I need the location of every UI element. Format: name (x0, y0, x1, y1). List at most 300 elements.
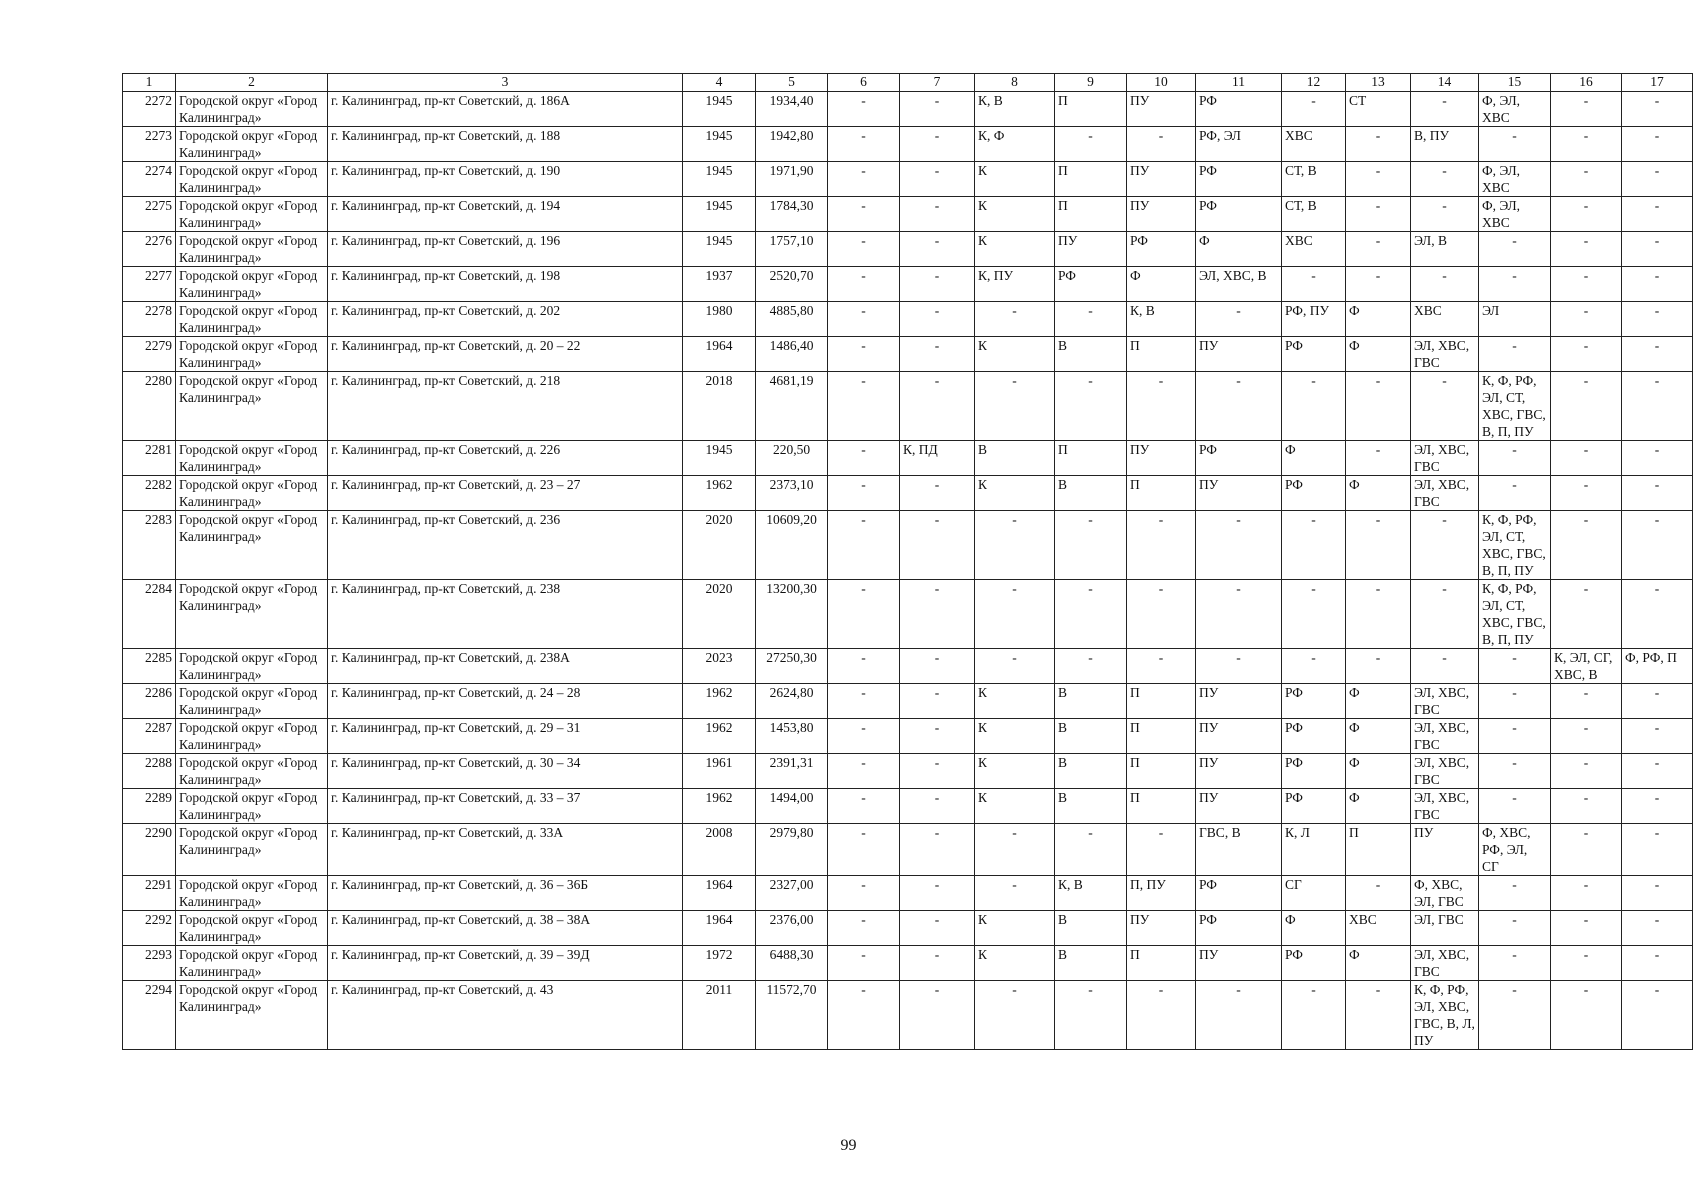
table-cell: П (1055, 197, 1127, 232)
table-cell: Ф, ХВС, РФ, ЭЛ, СГ (1479, 824, 1551, 876)
table-cell: К, В (1127, 302, 1196, 337)
table-cell: - (1551, 754, 1622, 789)
table-cell: - (900, 876, 975, 911)
table-cell: - (1346, 649, 1411, 684)
table-cell: 2277 (123, 267, 176, 302)
table-cell: 1962 (683, 719, 756, 754)
table-cell: - (1479, 649, 1551, 684)
table-cell: г. Калининград, пр-кт Советский, д. 39 – 39Д (328, 946, 683, 981)
table-cell: ЭЛ, В (1411, 232, 1479, 267)
table-cell: Ф (1282, 911, 1346, 946)
table-cell: ЭЛ, ГВС (1411, 911, 1479, 946)
table-cell: 2979,80 (756, 824, 828, 876)
table-cell: 1453,80 (756, 719, 828, 754)
table-cell: 2276 (123, 232, 176, 267)
table-row (123, 92, 1693, 127)
table-cell: - (1411, 197, 1479, 232)
table-cell: Городской округ «Город Калининград» (176, 754, 328, 789)
table-cell: - (900, 719, 975, 754)
table-cell: - (1551, 476, 1622, 511)
table-cell: ПУ (1127, 197, 1196, 232)
table-cell: 1784,30 (756, 197, 828, 232)
table-cell: 2023 (683, 649, 756, 684)
table-cell: - (1411, 372, 1479, 441)
table-cell: - (900, 476, 975, 511)
table-cell: - (1622, 441, 1693, 476)
table-cell: Городской округ «Город Калининград» (176, 127, 328, 162)
table-cell: РФ (1282, 337, 1346, 372)
table-row (123, 911, 1693, 946)
table-row (123, 511, 1693, 580)
table-cell: - (1551, 372, 1622, 441)
column-header: 14 (1411, 74, 1479, 92)
table-cell: - (828, 197, 900, 232)
table-cell: - (900, 981, 975, 1050)
table-cell: - (1551, 232, 1622, 267)
table-cell: 2275 (123, 197, 176, 232)
table-cell: В (1055, 754, 1127, 789)
table-cell: - (900, 127, 975, 162)
table-cell: ЭЛ, ХВС, ГВС (1411, 441, 1479, 476)
table-cell: - (1411, 92, 1479, 127)
table-cell: П (1055, 441, 1127, 476)
table-cell: В (1055, 337, 1127, 372)
table-cell: - (828, 337, 900, 372)
table-cell: - (1196, 511, 1282, 580)
column-header: 10 (1127, 74, 1196, 92)
table-cell: - (1622, 267, 1693, 302)
table-cell: - (1622, 754, 1693, 789)
column-header: 2 (176, 74, 328, 92)
table-cell: РФ (1282, 946, 1346, 981)
table-cell: 2279 (123, 337, 176, 372)
table-cell: К (975, 197, 1055, 232)
table-cell: ПУ (1196, 476, 1282, 511)
table-cell: СТ, В (1282, 197, 1346, 232)
table-cell: - (1127, 649, 1196, 684)
table-cell: - (975, 372, 1055, 441)
column-header: 13 (1346, 74, 1411, 92)
table-cell: К (975, 476, 1055, 511)
table-row (123, 127, 1693, 162)
table-cell: 2624,80 (756, 684, 828, 719)
page-number: 99 (840, 1137, 857, 1154)
table-cell: - (1622, 719, 1693, 754)
table-cell: - (828, 441, 900, 476)
table-cell: - (828, 946, 900, 981)
table-cell: К (975, 719, 1055, 754)
table-cell: Ф (1346, 754, 1411, 789)
column-header: 9 (1055, 74, 1127, 92)
register-table (122, 73, 1693, 1050)
table-cell: - (828, 754, 900, 789)
table-cell: К, Ф, РФ, ЭЛ, СТ, ХВС, ГВС, В, П, ПУ (1479, 511, 1551, 580)
table-cell: - (900, 511, 975, 580)
table-cell: ПУ (1055, 232, 1127, 267)
table-cell: СТ, В (1282, 162, 1346, 197)
table-cell: г. Калининград, пр-кт Советский, д. 190 (328, 162, 683, 197)
table-row (123, 981, 1693, 1050)
table-cell: 2289 (123, 789, 176, 824)
table-cell: - (1055, 824, 1127, 876)
table-cell: Городской округ «Город Калининград» (176, 267, 328, 302)
table-cell: - (1479, 441, 1551, 476)
table-cell: - (828, 232, 900, 267)
table-cell: - (1551, 719, 1622, 754)
table-cell: - (1055, 372, 1127, 441)
table-cell: П (1055, 92, 1127, 127)
table-cell: - (900, 92, 975, 127)
table-cell: - (1622, 232, 1693, 267)
table-cell: СГ (1282, 876, 1346, 911)
table-cell: Ф (1346, 337, 1411, 372)
table-cell: - (975, 981, 1055, 1050)
table-cell: ПУ (1127, 162, 1196, 197)
table-cell: - (900, 267, 975, 302)
column-header: 15 (1479, 74, 1551, 92)
table-cell: - (1551, 684, 1622, 719)
table-cell: - (1551, 337, 1622, 372)
table-cell: К (975, 337, 1055, 372)
table-cell: 2280 (123, 372, 176, 441)
table-cell: К (975, 754, 1055, 789)
table-cell: - (1551, 876, 1622, 911)
table-cell: - (1479, 127, 1551, 162)
table-cell: Городской округ «Город Калининград» (176, 337, 328, 372)
table-cell: Ф, ЭЛ, ХВС (1479, 92, 1551, 127)
table-cell: К, ЭЛ, СГ, ХВС, В (1551, 649, 1622, 684)
table-cell: ЭЛ, ХВС, В (1196, 267, 1282, 302)
table-cell: - (1282, 267, 1346, 302)
table-cell: 2283 (123, 511, 176, 580)
table-cell: - (900, 232, 975, 267)
table-cell: В, ПУ (1411, 127, 1479, 162)
table-cell: К, Ф, РФ, ЭЛ, ХВС, ГВС, В, Л, ПУ (1411, 981, 1479, 1050)
table-cell: Ф, ЭЛ, ХВС (1479, 197, 1551, 232)
table-cell: г. Калининград, пр-кт Советский, д. 30 – 34 (328, 754, 683, 789)
table-cell: - (1127, 580, 1196, 649)
table-cell: 10609,20 (756, 511, 828, 580)
table-cell: г. Калининград, пр-кт Советский, д. 198 (328, 267, 683, 302)
table-cell: - (1282, 372, 1346, 441)
table-cell: - (900, 789, 975, 824)
table-cell: - (1551, 946, 1622, 981)
table-cell: - (1346, 232, 1411, 267)
table-cell: 1961 (683, 754, 756, 789)
table-cell: - (1127, 511, 1196, 580)
table-cell: г. Калининград, пр-кт Советский, д. 38 – 38А (328, 911, 683, 946)
column-header: 11 (1196, 74, 1282, 92)
table-cell: В (1055, 789, 1127, 824)
table-cell: - (900, 580, 975, 649)
table-cell: 11572,70 (756, 981, 828, 1050)
table-cell: 2391,31 (756, 754, 828, 789)
table-cell: 220,50 (756, 441, 828, 476)
table-cell: К, Ф (975, 127, 1055, 162)
table-cell: РФ (1127, 232, 1196, 267)
table-cell: К, Л (1282, 824, 1346, 876)
column-header: 4 (683, 74, 756, 92)
table-cell: ЭЛ, ХВС, ГВС (1411, 684, 1479, 719)
table-cell: ПУ (1127, 911, 1196, 946)
table-cell: П (1055, 162, 1127, 197)
table-cell: - (1551, 441, 1622, 476)
table-cell: 2327,00 (756, 876, 828, 911)
table-row (123, 476, 1693, 511)
table-cell: - (1551, 92, 1622, 127)
table-cell: Городской округ «Город Калининград» (176, 511, 328, 580)
table-cell: ПУ (1196, 684, 1282, 719)
table-cell: РФ (1055, 267, 1127, 302)
table-cell: - (1622, 911, 1693, 946)
table-cell: Городской округ «Город Калининград» (176, 719, 328, 754)
table-cell: - (1346, 372, 1411, 441)
table-cell: ПУ (1196, 946, 1282, 981)
table-cell: Городской округ «Город Калининград» (176, 876, 328, 911)
table-cell: - (1479, 946, 1551, 981)
table-cell: 1962 (683, 789, 756, 824)
table-cell: ПУ (1127, 92, 1196, 127)
table-cell: РФ (1196, 911, 1282, 946)
table-cell: Городской округ «Город Калининград» (176, 684, 328, 719)
table-cell: - (828, 162, 900, 197)
table-cell: Городской округ «Город Калининград» (176, 580, 328, 649)
table-cell: К, В (975, 92, 1055, 127)
table-cell: 13200,30 (756, 580, 828, 649)
table-cell: г. Калининград, пр-кт Советский, д. 238 (328, 580, 683, 649)
table-cell: РФ (1196, 197, 1282, 232)
table-cell: П (1346, 824, 1411, 876)
table-cell: П (1127, 337, 1196, 372)
table-cell: 1980 (683, 302, 756, 337)
table-row (123, 580, 1693, 649)
table-cell: Ф (1346, 789, 1411, 824)
table-cell: - (828, 127, 900, 162)
table-cell: г. Калининград, пр-кт Советский, д. 226 (328, 441, 683, 476)
table-cell: - (900, 302, 975, 337)
table-cell: г. Калининград, пр-кт Советский, д. 186А (328, 92, 683, 127)
table-cell: - (1479, 337, 1551, 372)
table-cell: г. Калининград, пр-кт Советский, д. 238А (328, 649, 683, 684)
table-cell: - (900, 684, 975, 719)
table-cell: - (1479, 267, 1551, 302)
table-cell: - (1551, 789, 1622, 824)
table-cell: - (828, 789, 900, 824)
table-cell: К (975, 162, 1055, 197)
table-cell: ХВС (1282, 127, 1346, 162)
table-cell: Городской округ «Город Калининград» (176, 441, 328, 476)
table-cell: - (828, 372, 900, 441)
table-cell: - (900, 162, 975, 197)
table-cell: Городской округ «Город Калининград» (176, 824, 328, 876)
table-cell: - (1346, 580, 1411, 649)
table-cell: К (975, 946, 1055, 981)
table-cell: - (1622, 127, 1693, 162)
table-cell: 2288 (123, 754, 176, 789)
table-cell: - (975, 649, 1055, 684)
table-cell: ПУ (1196, 719, 1282, 754)
table-cell: 2282 (123, 476, 176, 511)
table-cell: 1964 (683, 911, 756, 946)
table-row (123, 719, 1693, 754)
table-cell: П, ПУ (1127, 876, 1196, 911)
table-cell: ЭЛ, ХВС, ГВС (1411, 337, 1479, 372)
table-cell: СТ (1346, 92, 1411, 127)
table-cell: - (828, 580, 900, 649)
table-cell: П (1127, 684, 1196, 719)
table-cell: - (1346, 267, 1411, 302)
table-row (123, 684, 1693, 719)
table-row (123, 946, 1693, 981)
table-cell: - (1055, 511, 1127, 580)
table-cell: Ф, ЭЛ, ХВС (1479, 162, 1551, 197)
column-header: 1 (123, 74, 176, 92)
table-cell: - (1055, 649, 1127, 684)
table-cell: Городской округ «Город Калининград» (176, 232, 328, 267)
table-cell: - (1622, 92, 1693, 127)
table-cell: 2294 (123, 981, 176, 1050)
table-cell: 1937 (683, 267, 756, 302)
table-cell: - (900, 824, 975, 876)
table-cell: РФ (1196, 876, 1282, 911)
table-cell: - (1622, 511, 1693, 580)
table-cell: 1964 (683, 337, 756, 372)
table-cell: - (828, 824, 900, 876)
table-cell: Городской округ «Город Калининград» (176, 981, 328, 1050)
table-cell: 2291 (123, 876, 176, 911)
table-cell: - (1346, 876, 1411, 911)
table-cell: К, Ф, РФ, ЭЛ, СТ, ХВС, ГВС, В, П, ПУ (1479, 580, 1551, 649)
table-cell: - (828, 649, 900, 684)
table-cell: 2274 (123, 162, 176, 197)
table-cell: - (1551, 981, 1622, 1050)
table-row (123, 267, 1693, 302)
table-cell: - (1282, 981, 1346, 1050)
table-row (123, 789, 1693, 824)
table-cell: РФ (1282, 789, 1346, 824)
table-cell: - (1551, 162, 1622, 197)
table-cell: - (1127, 372, 1196, 441)
table-cell: - (1055, 127, 1127, 162)
table-cell: 2292 (123, 911, 176, 946)
table-cell: РФ (1282, 719, 1346, 754)
table-cell: 1945 (683, 197, 756, 232)
table-cell: К, ПУ (975, 267, 1055, 302)
table-cell: К, ПД (900, 441, 975, 476)
table-cell: РФ (1282, 684, 1346, 719)
table-cell: - (828, 876, 900, 911)
table-cell: Ф, РФ, П (1622, 649, 1693, 684)
table-cell: - (1346, 981, 1411, 1050)
table-cell: - (1282, 649, 1346, 684)
table-cell: 1972 (683, 946, 756, 981)
table-cell: - (1622, 684, 1693, 719)
column-number-header (123, 74, 1693, 92)
table-row (123, 754, 1693, 789)
table-cell: - (1479, 232, 1551, 267)
table-cell: 2293 (123, 946, 176, 981)
table-cell: - (1411, 511, 1479, 580)
table-cell: Городской округ «Город Калининград» (176, 476, 328, 511)
table-cell: 2290 (123, 824, 176, 876)
table-cell: - (1479, 684, 1551, 719)
table-cell: - (900, 372, 975, 441)
column-header: 7 (900, 74, 975, 92)
table-cell: - (1551, 511, 1622, 580)
table-cell: - (1411, 649, 1479, 684)
table-cell: - (1479, 876, 1551, 911)
table-row (123, 162, 1693, 197)
table-cell: РФ (1196, 441, 1282, 476)
table-cell: г. Калининград, пр-кт Советский, д. 194 (328, 197, 683, 232)
table-cell: 2373,10 (756, 476, 828, 511)
table-cell: ХВС (1411, 302, 1479, 337)
table-cell: - (1411, 162, 1479, 197)
table-cell: П (1127, 719, 1196, 754)
table-cell: 2020 (683, 511, 756, 580)
table-cell: - (1346, 162, 1411, 197)
table-cell: РФ (1282, 476, 1346, 511)
table-cell: Ф (1127, 267, 1196, 302)
column-header: 12 (1282, 74, 1346, 92)
table-cell: 1945 (683, 232, 756, 267)
table-cell: Ф (1346, 476, 1411, 511)
table-cell: Ф (1346, 302, 1411, 337)
table-cell: - (828, 267, 900, 302)
table-cell: РФ (1196, 162, 1282, 197)
table-cell: - (900, 754, 975, 789)
table-cell: - (1346, 127, 1411, 162)
table-cell: г. Калининград, пр-кт Советский, д. 36 – 36Б (328, 876, 683, 911)
table-cell: ГВС, В (1196, 824, 1282, 876)
table-row (123, 197, 1693, 232)
column-header: 16 (1551, 74, 1622, 92)
table-cell: - (828, 302, 900, 337)
table-cell: - (828, 684, 900, 719)
table-cell: - (1622, 580, 1693, 649)
table-cell: Ф (1346, 946, 1411, 981)
table-cell: - (1127, 127, 1196, 162)
table-cell: - (1622, 476, 1693, 511)
table-cell: г. Калининград, пр-кт Советский, д. 236 (328, 511, 683, 580)
table-cell: г. Калининград, пр-кт Советский, д. 29 – 31 (328, 719, 683, 754)
table-cell: Ф (1346, 719, 1411, 754)
table-cell: г. Калининград, пр-кт Советский, д. 24 – 28 (328, 684, 683, 719)
table-cell: - (1055, 981, 1127, 1050)
table-cell: - (1411, 580, 1479, 649)
table-cell: ЭЛ, ХВС, ГВС (1411, 476, 1479, 511)
table-cell: - (1622, 302, 1693, 337)
table-cell: г. Калининград, пр-кт Советский, д. 196 (328, 232, 683, 267)
table-cell: К, В (1055, 876, 1127, 911)
table-cell: 1971,90 (756, 162, 828, 197)
table-cell: ПУ (1127, 441, 1196, 476)
table-cell: В (1055, 911, 1127, 946)
table-cell: г. Калининград, пр-кт Советский, д. 33А (328, 824, 683, 876)
table-cell: - (1196, 649, 1282, 684)
table-row (123, 649, 1693, 684)
table-cell: - (1282, 580, 1346, 649)
table-cell: - (828, 92, 900, 127)
table-cell: ПУ (1411, 824, 1479, 876)
table-cell: - (1282, 511, 1346, 580)
table-cell: - (1622, 337, 1693, 372)
table-cell: В (1055, 684, 1127, 719)
table-cell: - (1622, 197, 1693, 232)
table-cell: г. Калининград, пр-кт Советский, д. 43 (328, 981, 683, 1050)
table-cell: Ф, ХВС, ЭЛ, ГВС (1411, 876, 1479, 911)
column-header: 6 (828, 74, 900, 92)
